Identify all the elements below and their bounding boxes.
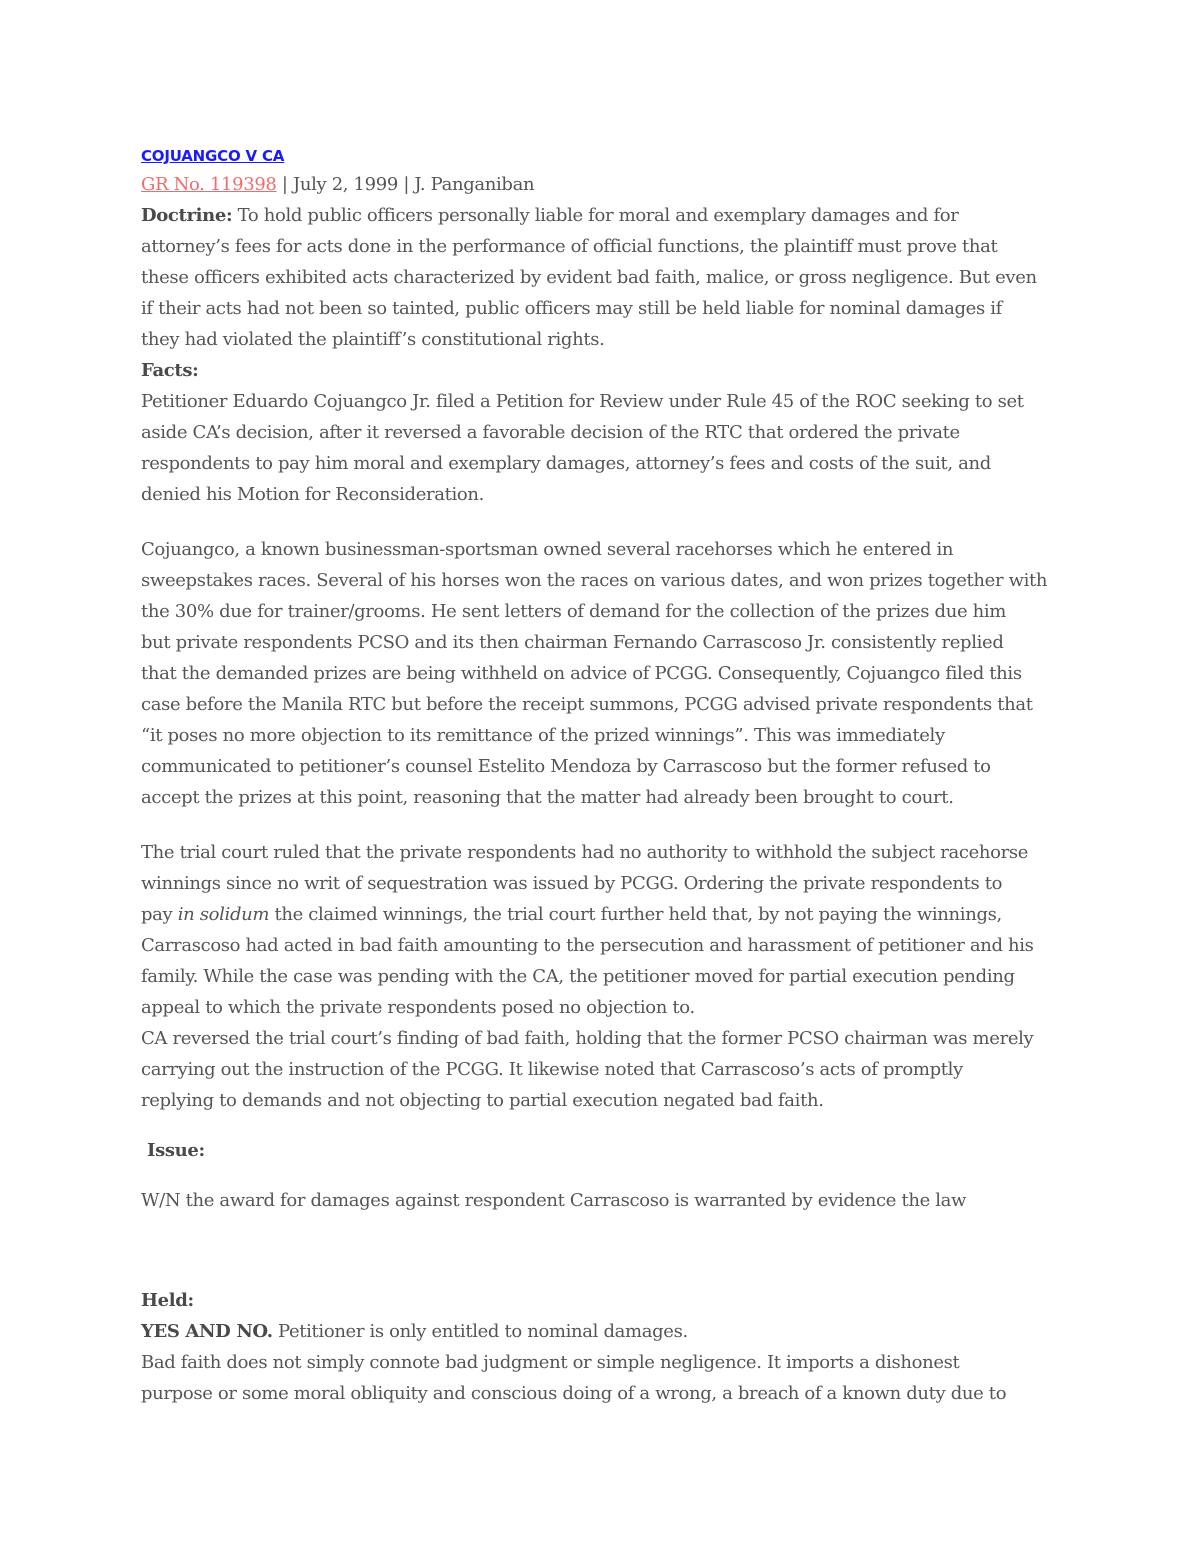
paragraph-gap [141, 510, 1066, 534]
paragraph-gap [141, 1116, 1066, 1135]
facts-p2-line: the 30% due for trainer/grooms. He sent letters of demand for the collection of the prizes due him [141, 601, 1007, 622]
facts-p1-line: aside CA’s decision, after it reversed a favorable decision of the RTC that ordered the private [141, 422, 960, 443]
facts-p3-line: The trial court ruled that the private respondents had no authority to withhold the subject racehorse [141, 842, 1029, 863]
facts-p2-line: sweepstakes races. Several of his horses won the races on various dates, and won prizes together with [141, 570, 1048, 591]
held-heading [141, 1285, 1066, 1316]
section-gap [141, 1216, 1066, 1285]
issue-heading [141, 1135, 1066, 1166]
doctrine-text: To hold public officers personally liable for moral and exemplary damages and for [232, 205, 959, 226]
doctrine-line-1 [141, 200, 1066, 231]
facts-p2-line: Cojuangco, a known businessman-sportsman owned several racehorses which he entered in [141, 539, 954, 560]
facts-p3-text: the claimed winnings, the trial court further held that, by not paying the winnings, [269, 904, 1002, 925]
paragraph-gap [141, 1166, 1066, 1185]
facts-p3-line: Carrascoso had acted in bad faith amounting to the persecution and harassment of petitioner and his [141, 935, 1034, 956]
facts-p1-line: denied his Motion for Reconsideration. [141, 484, 485, 505]
citation-line [141, 169, 1066, 200]
facts-p4-line: replying to demands and not objecting to partial execution negated bad faith. [141, 1090, 824, 1111]
facts-p3-line: winnings since no writ of sequestration was issued by PCGG. Ordering the private respondents to [141, 873, 1003, 894]
facts-p3-text: pay [141, 904, 178, 925]
doctrine-line: if their acts had not been so tainted, public officers may still be held liable for nominal damages if [141, 298, 1002, 319]
issue-label: Issue: [147, 1140, 205, 1161]
facts-p3-line [141, 899, 1066, 930]
facts-p1-line: respondents to pay him moral and exemplary damages, attorney’s fees and costs of the suit, and [141, 453, 991, 474]
facts-p2-line: but private respondents PCSO and its then chairman Fernando Carrascoso Jr. consistently replied [141, 632, 1004, 653]
facts-p1-line: Petitioner Eduardo Cojuangco Jr. filed a Petition for Review under Rule 45 of the ROC seeking to set [141, 391, 1024, 412]
facts-p2-line: case before the Manila RTC but before the receipt summons, PCGG advised private respondents that [141, 694, 1033, 715]
doctrine-line: they had violated the plaintiff’s constitutional rights. [141, 329, 605, 350]
facts-p3-line: appeal to which the private respondents posed no objection to. [141, 997, 695, 1018]
held-answer-text: Petitioner is only entitled to nominal damages. [272, 1321, 688, 1342]
held-line: Bad faith does not simply connote bad judgment or simple negligence. It imports a dishonest [141, 1352, 960, 1373]
doctrine-label: Doctrine: [141, 205, 233, 226]
in-solidum-italic: in solidum [177, 904, 270, 925]
facts-p4-line: CA reversed the trial court’s finding of bad faith, holding that the former PCSO chairman was merely [141, 1028, 1034, 1049]
facts-p2-line: that the demanded prizes are being withheld on advice of PCGG. Consequently, Cojuangco filed this [141, 663, 1022, 684]
citation-date-justice: | July 2, 1999 | J. Panganiban [276, 174, 535, 195]
facts-label: Facts: [141, 360, 199, 381]
gr-number-link[interactable]: GR No. 119398 [141, 174, 277, 195]
facts-heading [141, 355, 1066, 386]
doctrine-line: these officers exhibited acts characterized by evident bad faith, malice, or gross negligence. But even [141, 267, 1037, 288]
facts-p2-line: communicated to petitioner’s counsel Estelito Mendoza by Carrascoso but the former refused to [141, 756, 991, 777]
case-title-link[interactable]: COJUANGCO V CA [141, 147, 285, 165]
case-digest-page [141, 143, 1066, 1409]
doctrine-line: attorney’s fees for acts done in the performance of official functions, the plaintiff must prove that [141, 236, 998, 257]
held-label: Held: [141, 1290, 194, 1311]
held-line: purpose or some moral obliquity and conscious doing of a wrong, a breach of a known duty due to [141, 1383, 1007, 1404]
paragraph-gap [141, 813, 1066, 837]
held-answer: YES AND NO. [141, 1321, 273, 1342]
facts-p4-line: carrying out the instruction of the PCGG. It likewise noted that Carrascoso’s acts of promptly [141, 1059, 963, 1080]
facts-p2-line: “it poses no more objection to its remittance of the prized winnings”. This was immediately [141, 725, 945, 746]
held-answer-line [141, 1316, 1066, 1347]
facts-p3-line: family. While the case was pending with the CA, the petitioner moved for partial execution pending [141, 966, 1015, 987]
facts-p2-line: accept the prizes at this point, reasoning that the matter had already been brought to court. [141, 787, 954, 808]
issue-text: W/N the award for damages against respondent Carrascoso is warranted by evidence the law [141, 1190, 967, 1211]
